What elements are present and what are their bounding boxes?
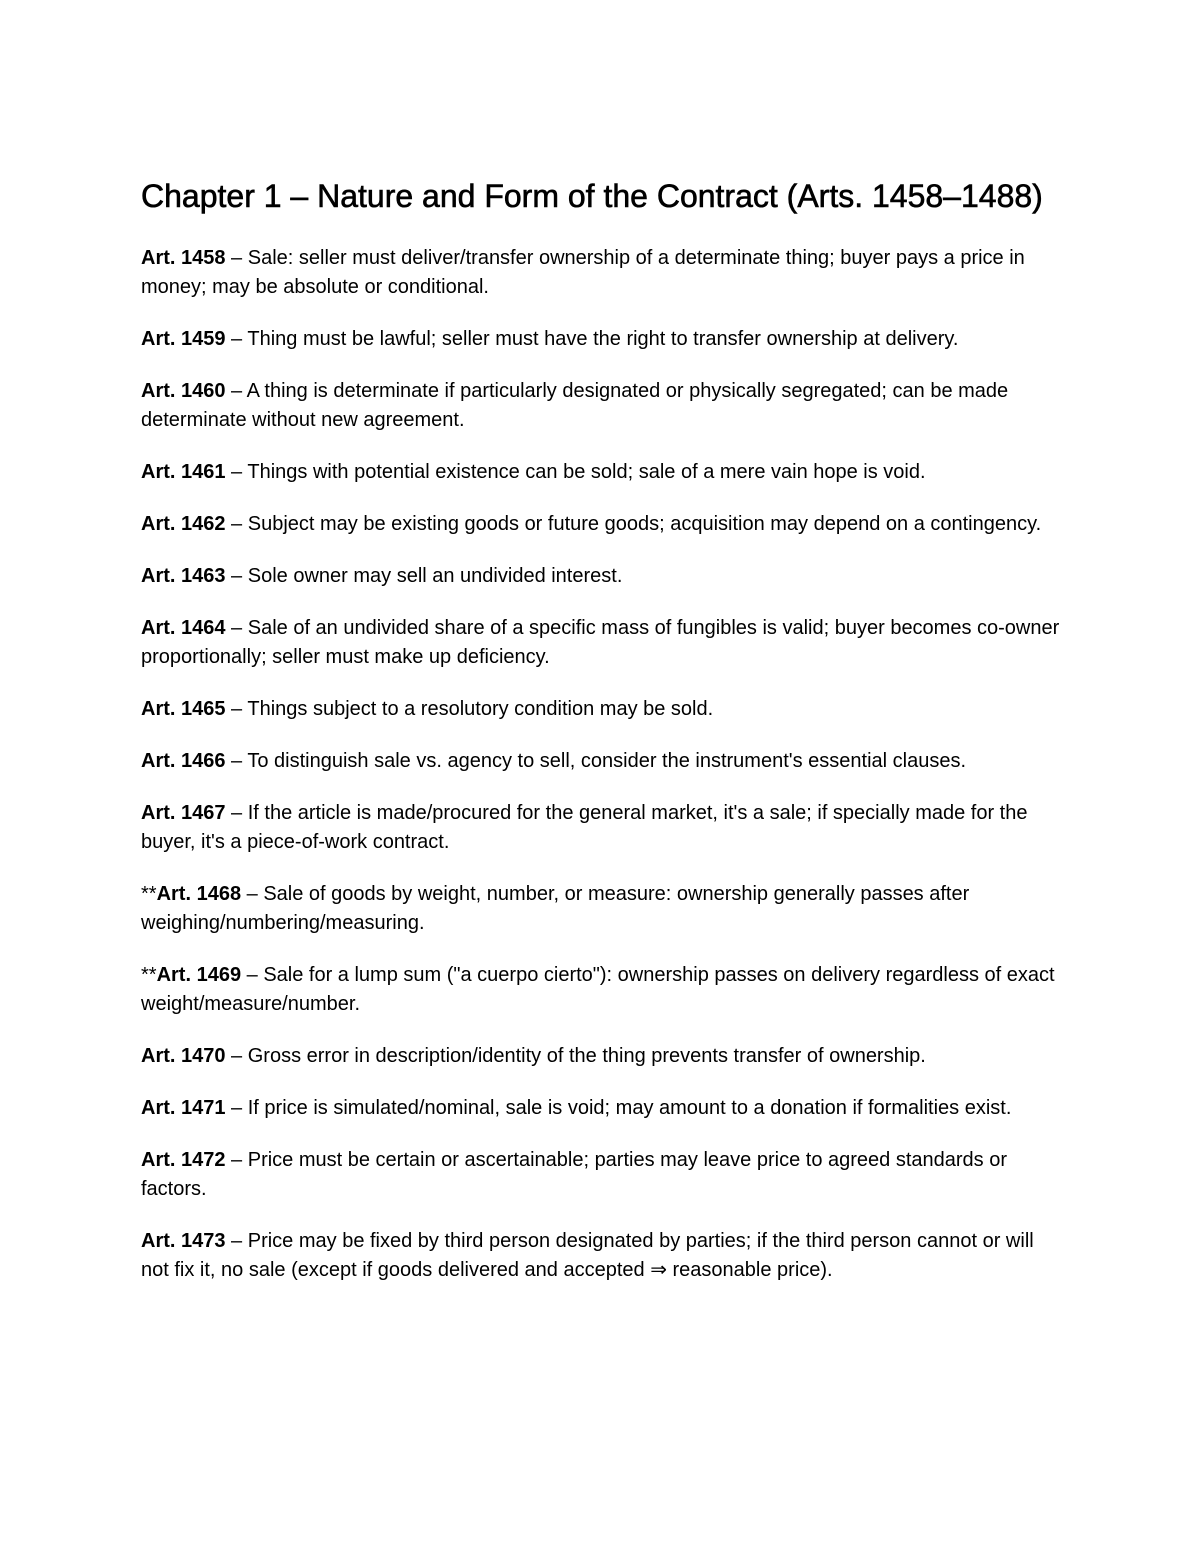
article-paragraph xyxy=(141,1094,1061,1123)
article-text: – If price is simulated/nominal, sale is void; may amount to a donation if formalities exist. xyxy=(225,1097,1012,1119)
article-number: Art. 1461 xyxy=(141,461,226,483)
article-text: – A thing is determinate if particularly designated or physically segregated; can be made determinate without new agreement. xyxy=(141,380,1009,431)
article-paragraph xyxy=(141,1042,1061,1071)
article-text: – Sale of goods by weight, number, or measure: ownership generally passes after weighing/numbering/measuring. xyxy=(141,883,970,934)
article-number: Art. 1469 xyxy=(156,964,242,986)
article-prefix: ** xyxy=(141,964,157,986)
article-number: Art. 1471 xyxy=(141,1097,226,1119)
article-list xyxy=(141,244,1061,1285)
article-number: Art. 1473 xyxy=(141,1230,226,1252)
article-paragraph xyxy=(141,562,1061,591)
article-paragraph xyxy=(141,458,1061,487)
article-number: Art. 1462 xyxy=(141,513,226,535)
article-text: – Gross error in description/identity of the thing prevents transfer of ownership. xyxy=(225,1045,926,1067)
article-text: – Sale: seller must deliver/transfer ownership of a determinate thing; buyer pays a price in money; may be absolute or conditional. xyxy=(141,247,1025,298)
article-prefix: ** xyxy=(141,883,157,905)
article-number: Art. 1468 xyxy=(156,883,242,905)
article-text: – Sale of an undivided share of a specific mass of fungibles is valid; buyer becomes co-owner proportionally; seller must make up deficiency. xyxy=(141,617,1060,668)
article-paragraph xyxy=(141,799,1061,857)
article-paragraph xyxy=(141,510,1061,539)
article-paragraph xyxy=(141,880,1061,938)
article-number: Art. 1464 xyxy=(141,617,226,639)
article-number: Art. 1460 xyxy=(141,380,226,402)
article-number: Art. 1459 xyxy=(141,328,226,350)
article-paragraph xyxy=(141,747,1061,776)
article-number: Art. 1458 xyxy=(141,247,226,269)
article-paragraph xyxy=(141,325,1061,354)
article-text: – If the article is made/procured for the general market, it's a sale; if specially made for the buyer, it's a piece-of-work contract. xyxy=(141,802,1028,853)
article-text: – Price may be fixed by third person designated by parties; if the third person cannot or will not fix it, no sale (except if goods delivered and accepted ⇒ reasonable price). xyxy=(141,1230,1034,1281)
article-text: – To distinguish sale vs. agency to sell, consider the instrument's essential clauses. xyxy=(225,750,966,772)
article-number: Art. 1466 xyxy=(141,750,226,772)
article-number: Art. 1472 xyxy=(141,1149,226,1171)
article-text: – Subject may be existing goods or future goods; acquisition may depend on a contingency. xyxy=(225,513,1042,535)
article-number: Art. 1470 xyxy=(141,1045,226,1067)
article-paragraph xyxy=(141,695,1061,724)
article-paragraph xyxy=(141,614,1061,672)
article-paragraph xyxy=(141,244,1061,302)
article-text: – Thing must be lawful; seller must have the right to transfer ownership at delivery. xyxy=(225,328,959,350)
article-text: – Price must be certain or ascertainable; parties may leave price to agreed standards or factors. xyxy=(141,1149,1008,1200)
article-number: Art. 1467 xyxy=(141,802,226,824)
article-paragraph xyxy=(141,377,1061,435)
article-paragraph xyxy=(141,961,1061,1019)
chapter-title: Chapter 1 – Nature and Form of the Contract (Arts. 1458–1488) xyxy=(141,178,1043,214)
document-page xyxy=(141,172,1061,1308)
article-text: – Sole owner may sell an undivided interest. xyxy=(225,565,623,587)
article-paragraph xyxy=(141,1227,1061,1285)
article-paragraph xyxy=(141,1146,1061,1204)
article-number: Art. 1463 xyxy=(141,565,226,587)
article-text: – Sale for a lump sum ("a cuerpo cierto"): ownership passes on delivery regardless of exact weight/measure/number. xyxy=(141,964,1055,1015)
article-text: – Things with potential existence can be sold; sale of a mere vain hope is void. xyxy=(225,461,926,483)
article-text: – Things subject to a resolutory condition may be sold. xyxy=(225,698,714,720)
article-number: Art. 1465 xyxy=(141,698,226,720)
